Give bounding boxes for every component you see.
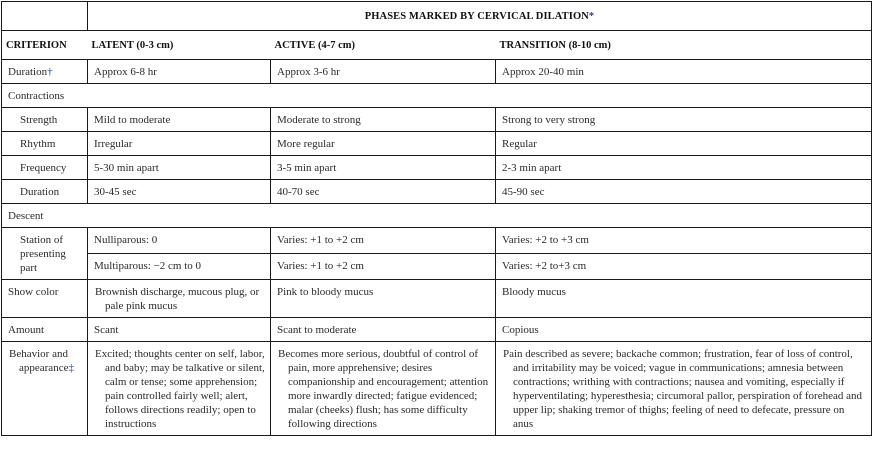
header-row: [2, 31, 872, 60]
label-behavior: Behavior and appearance‡: [2, 342, 88, 436]
cell-cduration-latent: 30-45 sec: [88, 180, 271, 204]
row-contraction-duration: [2, 180, 872, 204]
cell-behavior-active: Becomes more serious, doubtful of control of pain, more apprehensive; desires companionship and encouragement; attention more inwardly directed; fatigue evidenced; malar (cheeks) flush; has some difficulty following directions: [271, 342, 496, 436]
cell-frequency-latent: 5-30 min apart: [88, 156, 271, 180]
cell-show-transition: Bloody mucus: [496, 280, 872, 318]
cell-rhythm-latent: Irregular: [88, 132, 271, 156]
cell-station-nulli-active: Varies: +1 to +2 cm: [271, 228, 496, 254]
row-station-nulliparous: [2, 228, 872, 254]
section-contractions: Contractions: [2, 84, 872, 108]
cell-station-multi-latent: Multiparous: −2 cm to 0: [88, 254, 271, 280]
cell-rhythm-transition: Regular: [496, 132, 872, 156]
cell-duration-latent: Approx 6-8 hr: [88, 60, 271, 84]
cell-frequency-transition: 2-3 min apart: [496, 156, 872, 180]
cell-show-active: Pink to bloody mucus: [271, 280, 496, 318]
cell-amount-transition: Copious: [496, 318, 872, 342]
label-frequency: Frequency: [2, 156, 88, 180]
title-row: [2, 2, 872, 31]
cell-show-latent: Brownish discharge, mucous plug, or pale pink mucus: [88, 280, 271, 318]
label-amount: Amount: [2, 318, 88, 342]
label-show-color: Show color: [2, 280, 88, 318]
label-contraction-duration: Duration: [2, 180, 88, 204]
row-show-color: [2, 280, 872, 318]
cell-station-multi-active: Varies: +1 to +2 cm: [271, 254, 496, 280]
header-transition: TRANSITION (8-10 cm): [496, 31, 872, 60]
cell-station-multi-transition: Varies: +2 to+3 cm: [496, 254, 872, 280]
header-latent: LATENT (0-3 cm): [88, 31, 271, 60]
cell-strength-active: Moderate to strong: [271, 108, 496, 132]
row-amount: [2, 318, 872, 342]
cell-behavior-latent: Excited; thoughts center on self, labor, and baby; may be talkative or silent, calm or tense; some apprehension; pain controlled fairly well; alert, follows directions readily; open to instructions: [88, 342, 271, 436]
section-descent: Descent: [2, 204, 872, 228]
cell-duration-transition: Approx 20-40 min: [496, 60, 872, 84]
cell-station-nulli-transition: Varies: +2 to +3 cm: [496, 228, 872, 254]
cell-station-nulli-latent: Nulliparous: 0: [88, 228, 271, 254]
label-rhythm: Rhythm: [2, 132, 88, 156]
title-corner: [2, 2, 88, 31]
table-title: [88, 2, 872, 31]
cell-duration-active: Approx 3-6 hr: [271, 60, 496, 84]
row-descent: [2, 204, 872, 228]
cell-strength-latent: Mild to moderate: [88, 108, 271, 132]
row-strength: [2, 108, 872, 132]
header-criterion: CRITERION: [2, 31, 88, 60]
cell-amount-active: Scant to moderate: [271, 318, 496, 342]
title-text: PHASES MARKED BY CERVICAL DILATION: [364, 11, 589, 22]
duration-footnote-mark: †: [47, 66, 53, 78]
row-contractions: [2, 84, 872, 108]
cell-rhythm-active: More regular: [271, 132, 496, 156]
row-rhythm: [2, 132, 872, 156]
label-strength: Strength: [2, 108, 88, 132]
title-footnote-mark: *: [588, 11, 595, 22]
cell-frequency-active: 3-5 min apart: [271, 156, 496, 180]
phases-table: [1, 1, 872, 436]
row-station-multiparous: [2, 254, 872, 280]
row-duration: [2, 60, 872, 84]
cell-behavior-transition: Pain described as severe; backache common; frustration, fear of loss of control, and irritability may be voiced; vague in communications; amnesia between contractions; writhing with contractions; nausea and vomiting, especially if hyperventilating; hyperesthesia; circumoral pallor, perspiration of forehead and upper lip; shaking tremor of thighs; feeling of need to defecate, pressure on anus: [496, 342, 872, 436]
row-frequency: [2, 156, 872, 180]
cell-strength-transition: Strong to very strong: [496, 108, 872, 132]
header-active: ACTIVE (4-7 cm): [271, 31, 496, 60]
cell-cduration-transition: 45-90 sec: [496, 180, 872, 204]
cell-cduration-active: 40-70 sec: [271, 180, 496, 204]
label-duration: Duration†: [2, 60, 88, 84]
behavior-footnote-mark: ‡: [68, 362, 74, 374]
cell-amount-latent: Scant: [88, 318, 271, 342]
row-behavior: [2, 342, 872, 436]
label-station: Station of presenting part: [2, 228, 88, 280]
